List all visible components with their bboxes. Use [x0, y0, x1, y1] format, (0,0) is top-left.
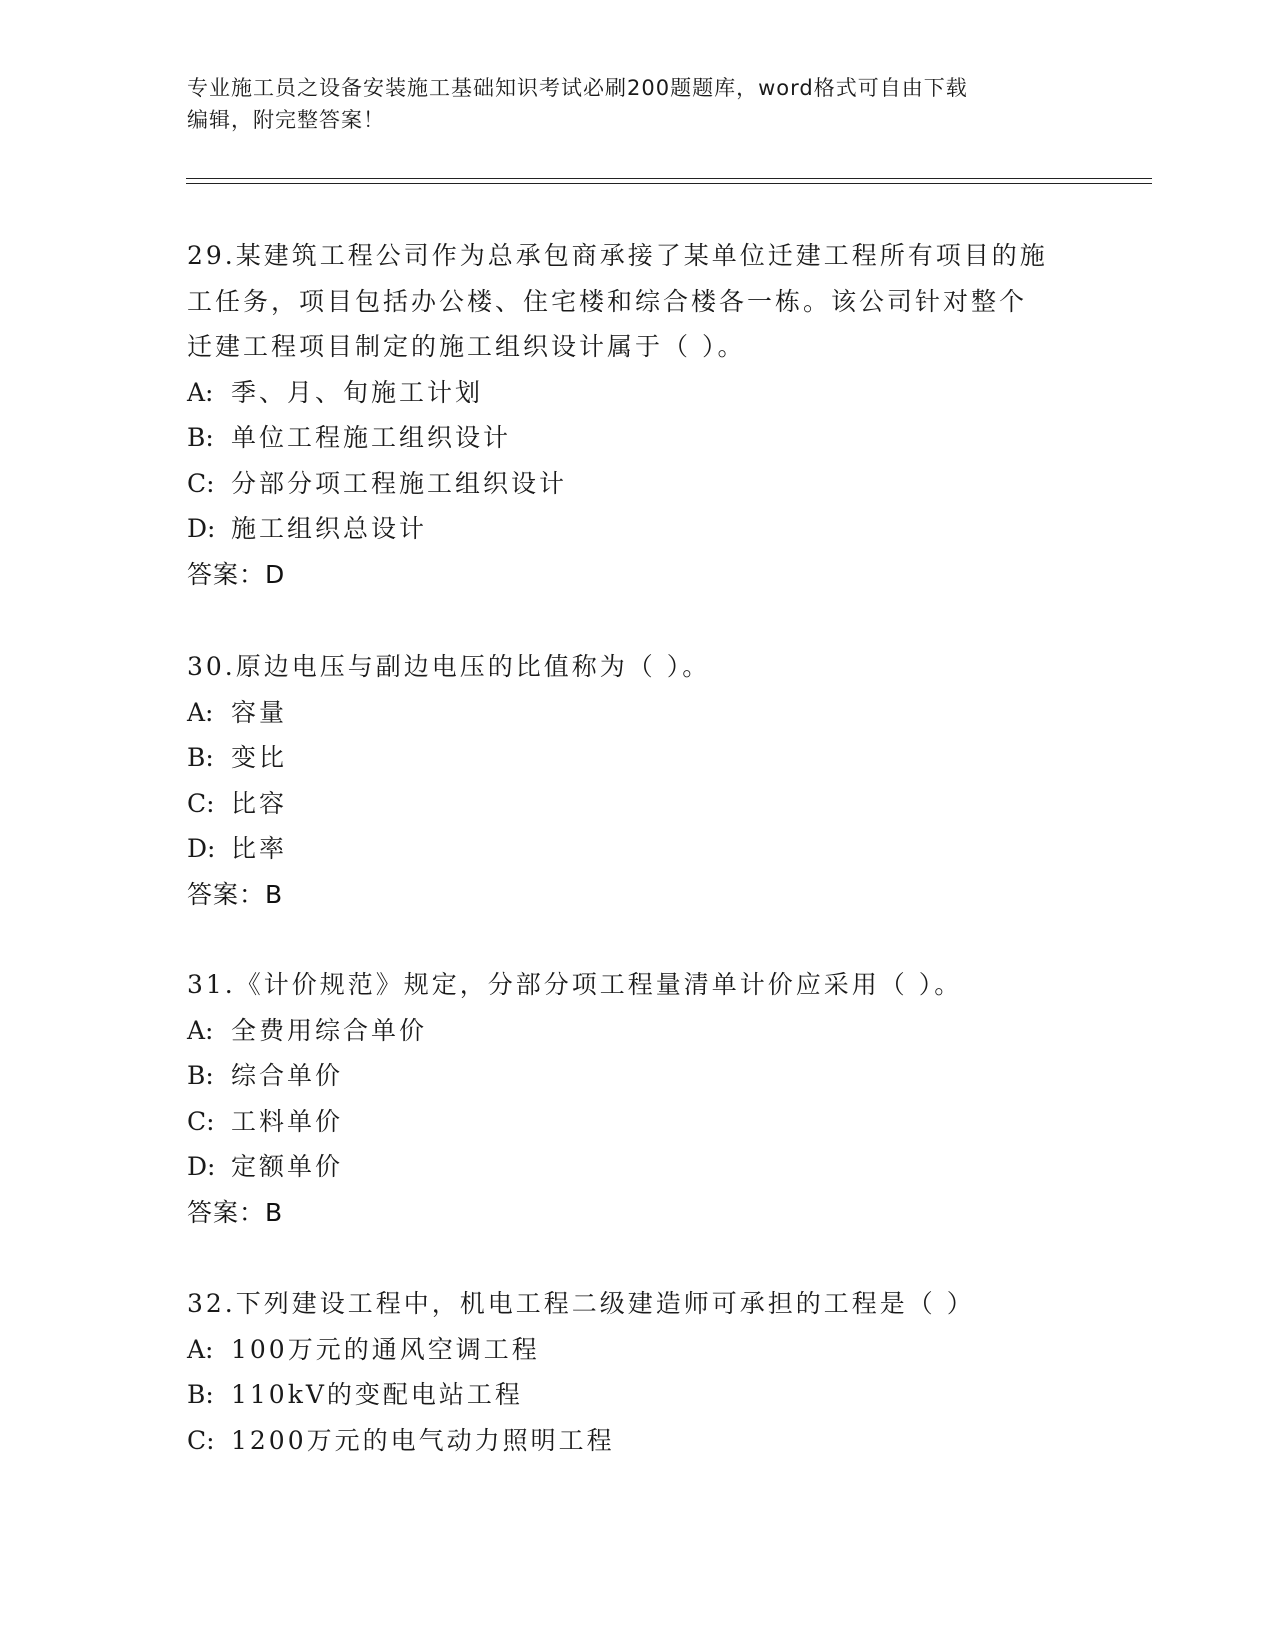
question-stem [187, 962, 1087, 1008]
option-c [187, 1418, 1087, 1464]
option-letter: D: [187, 834, 216, 863]
answer-line: 答案：D [187, 559, 286, 589]
option-text: 全费用综合单价 [231, 1015, 428, 1045]
header-line: 专业施工员之设备安装施工基础知识考试必刷200题题库，word格式可自由下载 [187, 76, 968, 100]
option-letter: D: [187, 1152, 216, 1181]
header-divider-top [186, 178, 1152, 179]
question-stem-line: 工任务，项目包括办公楼、住宅楼和综合楼各一栋。该公司针对整个 [187, 286, 1028, 316]
option-letter: B: [187, 743, 214, 772]
option-text: 施工组织总设计 [231, 514, 428, 543]
question-stem-line: 迁建工程项目制定的施工组织设计属于（ ）。 [187, 332, 746, 361]
option-letter: A: [187, 697, 214, 727]
question-30 [187, 644, 1087, 917]
option-a [187, 690, 1087, 736]
question-stem-line: 29.某建筑工程公司作为总承包商承接了某单位迁建工程所有项目的施 [187, 241, 1048, 270]
question-31 [187, 962, 1087, 1235]
option-letter: C: [187, 788, 215, 818]
option-d [187, 826, 1087, 872]
page-header [187, 72, 1067, 136]
option-a [187, 370, 1087, 416]
option-text: 季、月、旬施工计划 [231, 377, 484, 407]
option-b [187, 1372, 1087, 1418]
option-text: 容量 [231, 697, 288, 727]
option-text: 单位工程施工组织设计 [231, 423, 512, 452]
header-divider-bottom [186, 183, 1152, 184]
option-c [187, 461, 1087, 507]
option-c [187, 781, 1087, 827]
question-32 [187, 1281, 1087, 1463]
option-text: 定额单价 [231, 1152, 344, 1181]
option-letter: B: [187, 1380, 214, 1409]
option-text: 1200万元的电气动力照明工程 [231, 1425, 615, 1455]
option-text: 工料单价 [231, 1106, 344, 1136]
question-stem [187, 1281, 1087, 1327]
question-stem [187, 233, 1087, 370]
option-letter: A: [187, 1015, 214, 1045]
option-text: 比容 [231, 788, 288, 818]
header-line: 编辑，附完整答案！ [187, 108, 385, 132]
option-text: 综合单价 [231, 1061, 344, 1090]
option-text: 变比 [231, 743, 288, 772]
option-letter: B: [187, 1061, 214, 1090]
question-stem-line: 32.下列建设工程中，机电工程二级建造师可承担的工程是（ ） [187, 1289, 975, 1318]
option-letter: B: [187, 423, 214, 452]
option-c [187, 1099, 1087, 1145]
option-letter: A: [187, 377, 214, 407]
option-text: 110kV的变配电站工程 [231, 1380, 523, 1409]
option-letter: C: [187, 468, 215, 498]
question-29 [187, 233, 1087, 597]
option-b [187, 735, 1087, 781]
option-text: 100万元的通风空调工程 [231, 1334, 540, 1364]
option-letter: A: [187, 1334, 214, 1364]
option-letter: D: [187, 514, 216, 543]
option-d [187, 506, 1087, 552]
question-stem-line: 31.《计价规范》规定，分部分项工程量清单计价应采用（ ）。 [187, 970, 963, 999]
option-text: 比率 [231, 834, 288, 863]
option-a [187, 1008, 1087, 1054]
option-letter: C: [187, 1106, 215, 1136]
option-b [187, 415, 1087, 461]
option-b [187, 1053, 1087, 1099]
option-text: 分部分项工程施工组织设计 [231, 468, 568, 498]
answer-line: 答案：B [187, 1197, 284, 1227]
option-a [187, 1327, 1087, 1373]
option-letter: C: [187, 1425, 215, 1455]
answer-line: 答案：B [187, 879, 284, 909]
question-stem-line: 30.原边电压与副边电压的比值称为（ ）。 [187, 652, 711, 681]
option-d [187, 1144, 1087, 1190]
question-stem [187, 644, 1087, 690]
